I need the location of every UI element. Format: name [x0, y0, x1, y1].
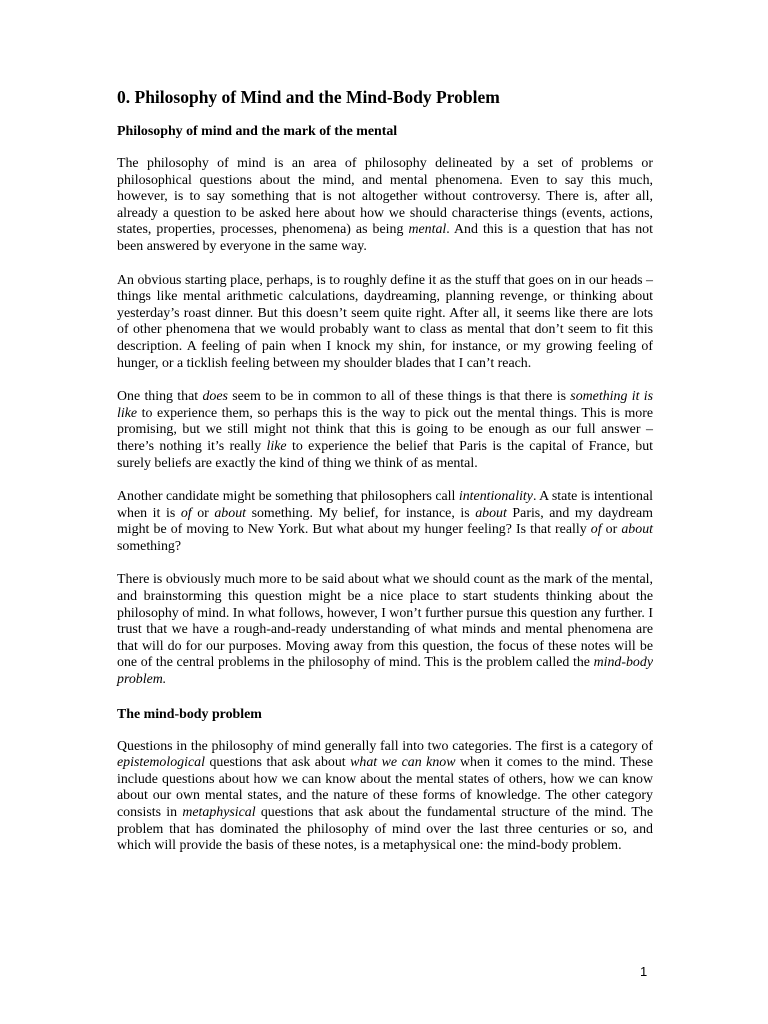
paragraph-6: Questions in the philosophy of mind generally fall into two categories. The first is a category of epistemological questions that ask about what we can know when it comes to the mind. These include questions about how we can know about the mental states of others, how we can know about our own mental states, and the nature of these forms of knowledge. The other category consists in metaphysical questions that ask about the fundamental structure of the mind. The problem that has dominated the philosophy of mind over the last three centuries or so, and which will provide the basis of these notes, is a metaphysical one: the mind-body problem.	[117, 738, 653, 854]
document-page	[117, 86, 653, 872]
paragraph-4: Another candidate might be something that philosophers call intentionality. A state is intentional when it is of or about something. My belief, for instance, is about Paris, and my daydream might be of moving to New York. But what about my hunger feeling? Is that really of or about something?	[117, 489, 653, 554]
paragraph-1: The philosophy of mind is an area of philosophy delineated by a set of problems or philosophical questions about the mind, and mental phenomena. Even to say this much, however, is to say something that is not altogether without controversy. There is, after all, already a question to be asked here about how we should characterise things (events, actions, states, properties, processes, phenomena) as being mental. And this is a question that has not been answered by everyone in the same way.	[117, 156, 653, 254]
paragraph-5: There is obviously much more to be said about what we should count as the mark of the mental, and brainstorming this question might be a nice place to start students thinking about the philosophy of mind. In what follows, however, I won’t further pursue this question any further. I trust that we have a rough-and-ready understanding of what minds and mental phenomena are that will do for our purposes. Moving away from this question, the focus of these notes will be one of the central problems in the philosophy of mind. This is the problem called the mind-body problem.	[117, 572, 653, 688]
paragraph-3: One thing that does seem to be in common to all of these things is that there is something it is like to experience them, so perhaps this is the way to pick out the mental things. This is more promising, but we still might not think that this is going to be enough as our full answer – there’s nothing it’s really like to experience the belief that Paris is the capital of France, but surely beliefs are exactly the kind of thing we think of as mental.	[117, 389, 653, 471]
paragraph-2: An obvious starting place, perhaps, is to roughly define it as the stuff that goes on in our heads – things like mental arithmetic calculations, daydreaming, planning revenge, or thinking about yesterday’s roast dinner. But this doesn’t seem quite right. After all, it seems like there are lots of other phenomena that we would probably want to class as mental that don’t seem to fit this description. A feeling of pain when I knock my shin, for instance, or my growing feeling of hunger, or a ticklish feeling between my shoulder blades that I can’t reach.	[117, 272, 653, 371]
section-heading-mind-body-problem: The mind-body problem	[117, 706, 262, 722]
page-number: 1	[640, 964, 648, 979]
document-title: 0. Philosophy of Mind and the Mind-Body Problem	[117, 87, 500, 107]
section-heading-mark-of-mental: Philosophy of mind and the mark of the mental	[117, 124, 398, 139]
